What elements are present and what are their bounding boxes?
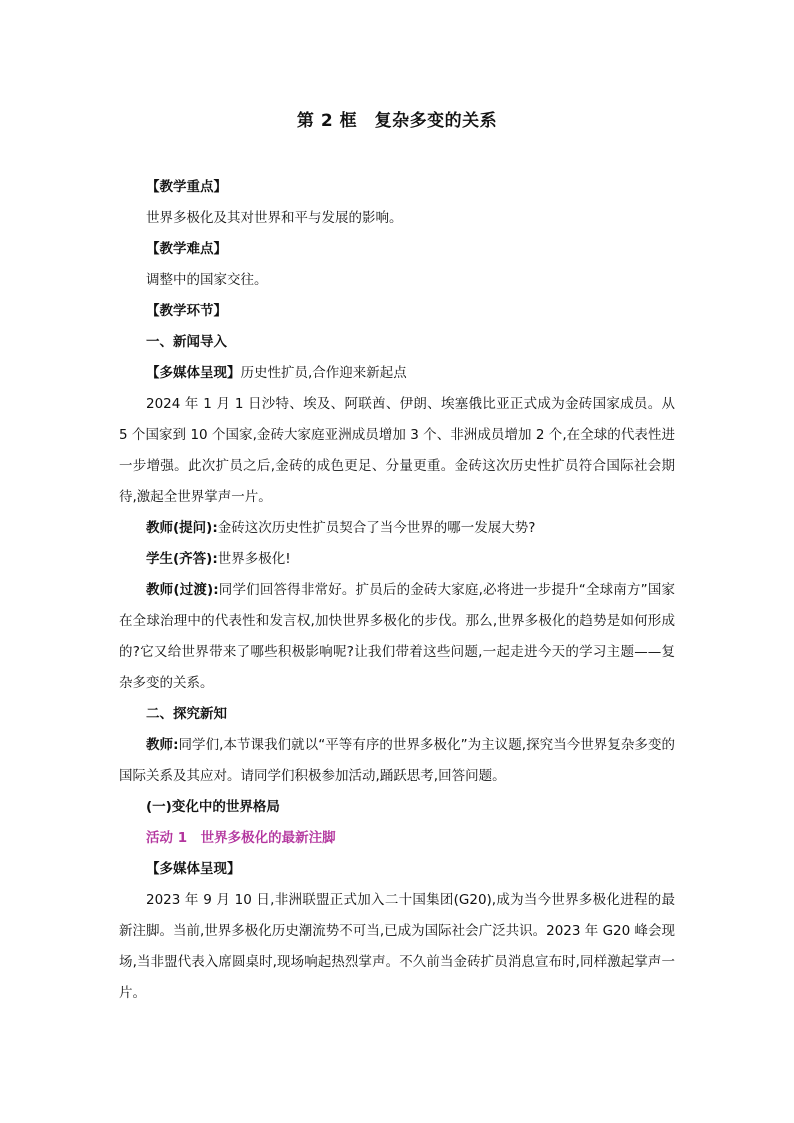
heading-difficulty: 【教学难点】 bbox=[146, 241, 227, 257]
teacher-intro bbox=[119, 730, 675, 792]
teacher-question-text: 金砖这次历史性扩员契合了当今世界的哪一发展大势? bbox=[217, 520, 536, 536]
page-title: 第 2 框 复杂多变的关系 bbox=[296, 111, 498, 131]
section-heading-explore: 二、探究新知 bbox=[146, 706, 227, 722]
media-paragraph-1 bbox=[119, 358, 675, 389]
document-body bbox=[119, 172, 675, 1009]
heading-key-points: 【教学重点】 bbox=[146, 179, 227, 195]
media-caption: 历史性扩员,合作迎来新起点 bbox=[240, 365, 407, 381]
student-answer-text: 世界多极化! bbox=[217, 551, 291, 567]
key-points-text: 世界多极化及其对世界和平与发展的影响。 bbox=[146, 210, 403, 226]
activity-heading: 活动 1 世界多极化的最新注脚 bbox=[146, 830, 336, 846]
teacher-intro-text: 同学们,本节课我们就以“平等有序的世界多极化”为主议题,探究当今世界复杂多变的国际关系及其应对。请同学们积极参加活动,踊跃思考,回答问题。 bbox=[119, 737, 675, 784]
section-heading-news-intro: 一、新闻导入 bbox=[146, 334, 227, 350]
paragraph-brics-expansion: 2024 年 1 月 1 日沙特、埃及、阿联酋、伊朗、埃塞俄比亚正式成为金砖国家成员。从 5 个国家到 10 个国家,金砖大家庭亚洲成员增加 3 个、非洲成员增加 2 个,在全球的代表性进一步增强。此次扩员之后,金砖的成色更足、分量更重。金砖这次历史性扩员符合国际社会期待,激起全世界掌声一片。 bbox=[119, 396, 675, 505]
difficulty-text: 调整中的国家交往。 bbox=[146, 272, 268, 288]
paragraph-african-union: 2023 年 9 月 10 日,非洲联盟正式加入二十国集团(G20),成为当今世界多极化进程的最新注脚。当前,世界多极化历史潮流势不可当,已成为国际社会广泛共识。2023 年 G20 峰会现场,当非盟代表入席圆桌时,现场响起热烈掌声。不久前当金砖扩员消息宣布时,同样激起掌声一片。 bbox=[119, 892, 675, 1001]
media-label: 【多媒体呈现】 bbox=[146, 365, 241, 381]
teacher-question bbox=[119, 513, 675, 544]
teacher-transition bbox=[119, 575, 675, 699]
subsection-heading: (一)变化中的世界格局 bbox=[146, 799, 280, 815]
student-answer-label: 学生(齐答): bbox=[146, 551, 218, 567]
heading-steps: 【教学环节】 bbox=[146, 303, 227, 319]
teacher-transition-text: 同学们回答得非常好。扩员后的金砖大家庭,必将进一步提升“全球南方”国家在全球治理中的代表性和发言权,加快世界多极化的步伐。那么,世界多极化的趋势是如何形成的?它又给世界带来了哪些积极影响呢?让我们带着这些问题,一起走进今天的学习主题——复杂多变的关系。 bbox=[119, 582, 676, 691]
teacher-question-label: 教师(提问): bbox=[146, 520, 218, 536]
teacher-intro-label: 教师: bbox=[146, 737, 179, 753]
student-answer bbox=[119, 544, 675, 575]
media-label-2: 【多媒体呈现】 bbox=[146, 861, 241, 877]
teacher-transition-label: 教师(过渡): bbox=[146, 582, 219, 598]
